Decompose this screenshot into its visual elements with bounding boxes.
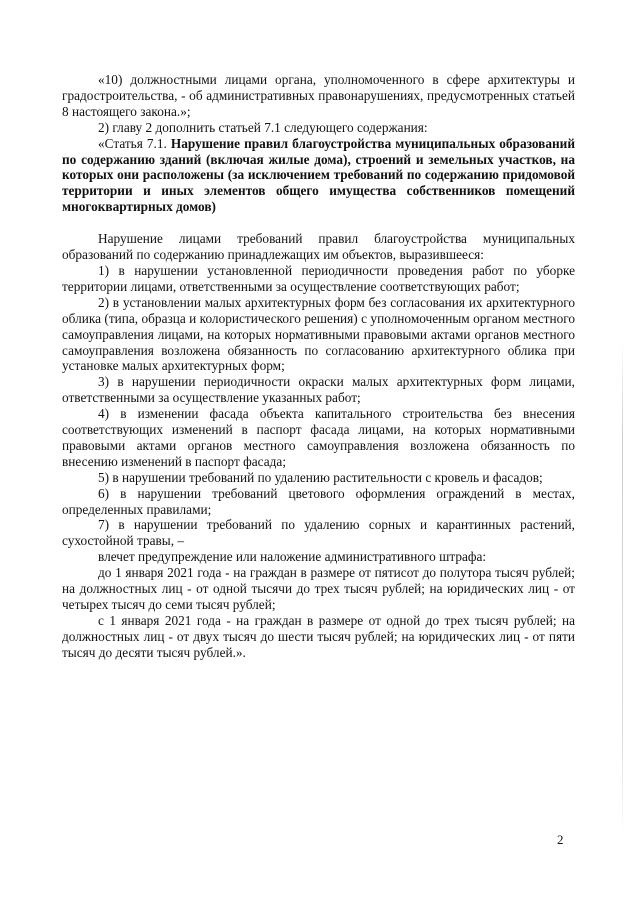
list-item-1: 1) в нарушении установленной периодичности проведения работ по уборке территории лицами, ответственными за осуществление соответствующих работ; <box>62 262 575 294</box>
scan-edge-line <box>622 340 623 840</box>
article-prefix: «Статья 7.1. <box>98 135 167 151</box>
penalty-before-2021: до 1 января 2021 года - на граждан в размере от пятисот до полутора тысяч рублей; на должностных лиц - от одной тысячи до трех тысяч рублей; на юридических лиц - от четырех тысяч до семи тысяч рублей; <box>62 565 575 612</box>
list-item-5: 5) в нарушении требований по удалению растительности с кровель и фасадов; <box>98 469 543 485</box>
article-title: Нарушение правил благоустройства муниципальных образований по содержанию зданий (включая жилые дома), строений и земельных участков, на которых они расположены (за исключением требований по содержанию придомовой территории и иных элементов общего имущества собственников помещений многоквартирных домов) <box>62 135 575 215</box>
page-number: 2 <box>557 832 564 847</box>
article-heading <box>62 136 575 216</box>
list-item-2: 2) в установлении малых архитектурных форм без согласования их архитектурного облика (типа, образца и колористического решения) с уполномоченным органом местного самоуправления лицами, на которых нормативными правовыми актами органов местного самоуправления возложена обязанность по согласованию архитектурного облика при установке малых архитектурных форм; <box>62 294 575 374</box>
list-item-7: 7) в нарушении требований по удалению сорных и карантинных растений, сухостойной травы, – <box>62 517 575 549</box>
penalty-after-2021: с 1 января 2021 года - на граждан в размере от одной до трех тысяч рублей; на должностных лиц - от двух тысяч до шести тысяч рублей; на юридических лиц - от пяти тысяч до десяти тысяч рублей.». <box>62 612 575 660</box>
document-body <box>62 72 575 661</box>
list-item-4: 4) в изменении фасада объекта капитального строительства без внесения соответствующих изменений в паспорт фасада лицами, на которых нормативными правовыми актами органов местного самоуправления возложена обязанность по внесению изменений в паспорт фасада; <box>62 406 575 469</box>
paragraph-chapter-amendment: 2) главу 2 дополнить статьей 7.1 следующего содержания: <box>98 119 428 135</box>
penalty-intro: влечет предупреждение или наложение административного штрафа: <box>98 549 487 565</box>
list-item-6: 6) в нарушении требований цветового оформления ограждений в местах, определенных правилами; <box>62 485 575 517</box>
paragraph-item-10: «10) должностными лицами органа, уполномоченного в сфере архитектуры и градостроительства, - об административных правонарушениях, предусмотренных статьей 8 настоящего закона.»; <box>62 72 575 119</box>
list-item-3: 3) в нарушении периодичности окраски малых архитектурных форм лицами, ответственными за осуществление указанных работ; <box>62 374 575 406</box>
article-intro: Нарушение лицами требований правил благоустройства муниципальных образований по содержанию принадлежащих им объектов, выразившееся: <box>62 231 575 263</box>
